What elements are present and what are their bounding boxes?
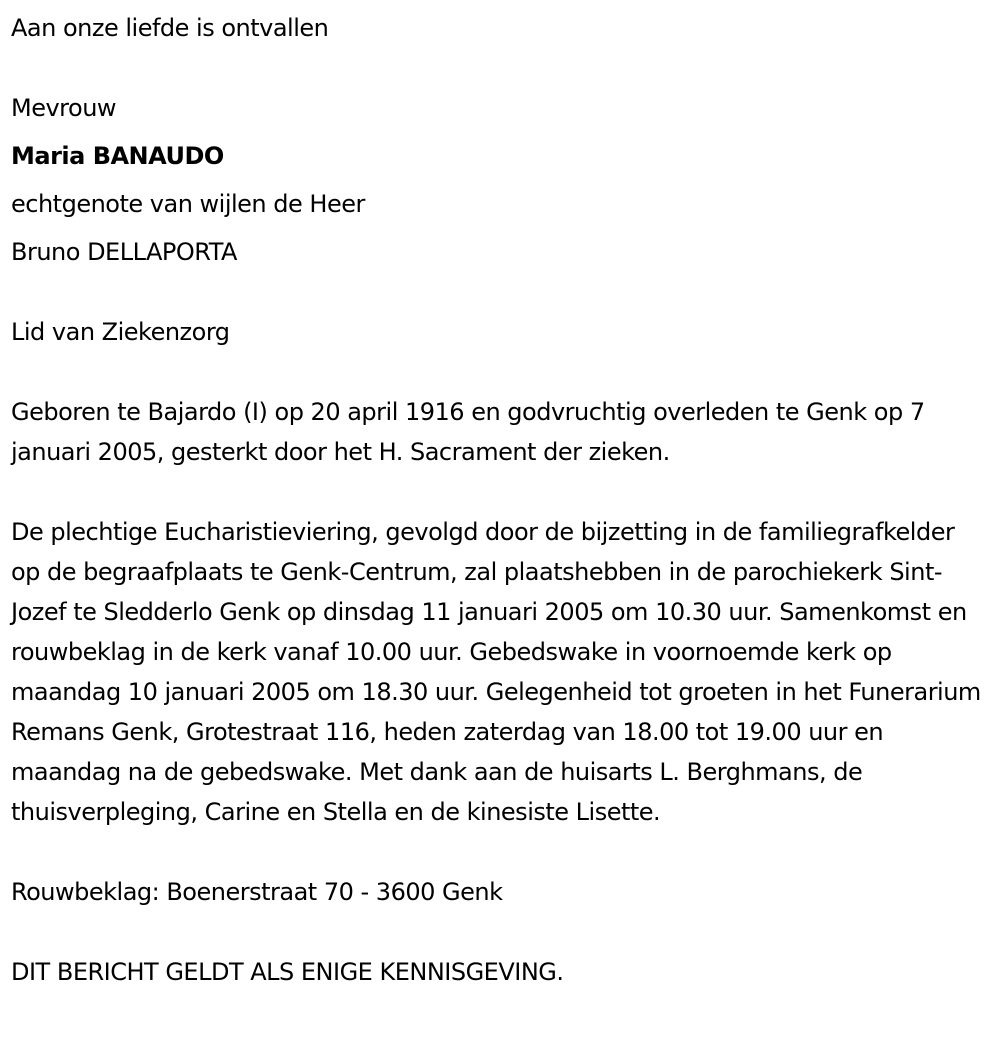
spouse-name: Bruno DELLAPORTA bbox=[11, 238, 237, 266]
relation-line: echtgenote van wijlen de Heer bbox=[11, 190, 365, 218]
closing-statement: DIT BERICHT GELDT ALS ENIGE KENNISGEVING. bbox=[11, 958, 564, 986]
opening-line: Aan onze liefde is ontvallen bbox=[11, 14, 329, 42]
birth-death-paragraph: Geboren te Bajardo (I) op 20 april 1916 en godvruchtig overleden te Genk op 7 januari 2005, gesterkt door het H. Sacrament der zieken. bbox=[11, 398, 925, 466]
honorific: Mevrouw bbox=[11, 94, 117, 122]
condolence-address: Rouwbeklag: Boenerstraat 70 - 3600 Genk bbox=[11, 878, 503, 906]
membership-line: Lid van Ziekenzorg bbox=[11, 318, 230, 346]
deceased-name: Maria BANAUDO bbox=[11, 142, 224, 170]
ceremony-paragraph: De plechtige Eucharistieviering, gevolgd door de bijzetting in de familiegrafkelder op de begraafplaats te Genk-Centrum, zal plaatshebben in de parochiekerk Sint-Jozef te Sledderlo Genk op dinsdag 11 januari 2005 om 10.30 uur. Samenkomst en rouwbeklag in de kerk vanaf 10.00 uur. Gebedswake in voornoemde kerk op maandag 10 januari 2005 om 18.30 uur. Gelegenheid tot groeten in het Funerarium Remans Genk, Grotestraat 116, heden zaterdag van 18.00 tot 19.00 uur en maandag na de gebedswake. Met dank aan de huisarts L. Berghmans, de thuisverpleging, Carine en Stella en de kinesiste Lisette. bbox=[11, 518, 981, 826]
